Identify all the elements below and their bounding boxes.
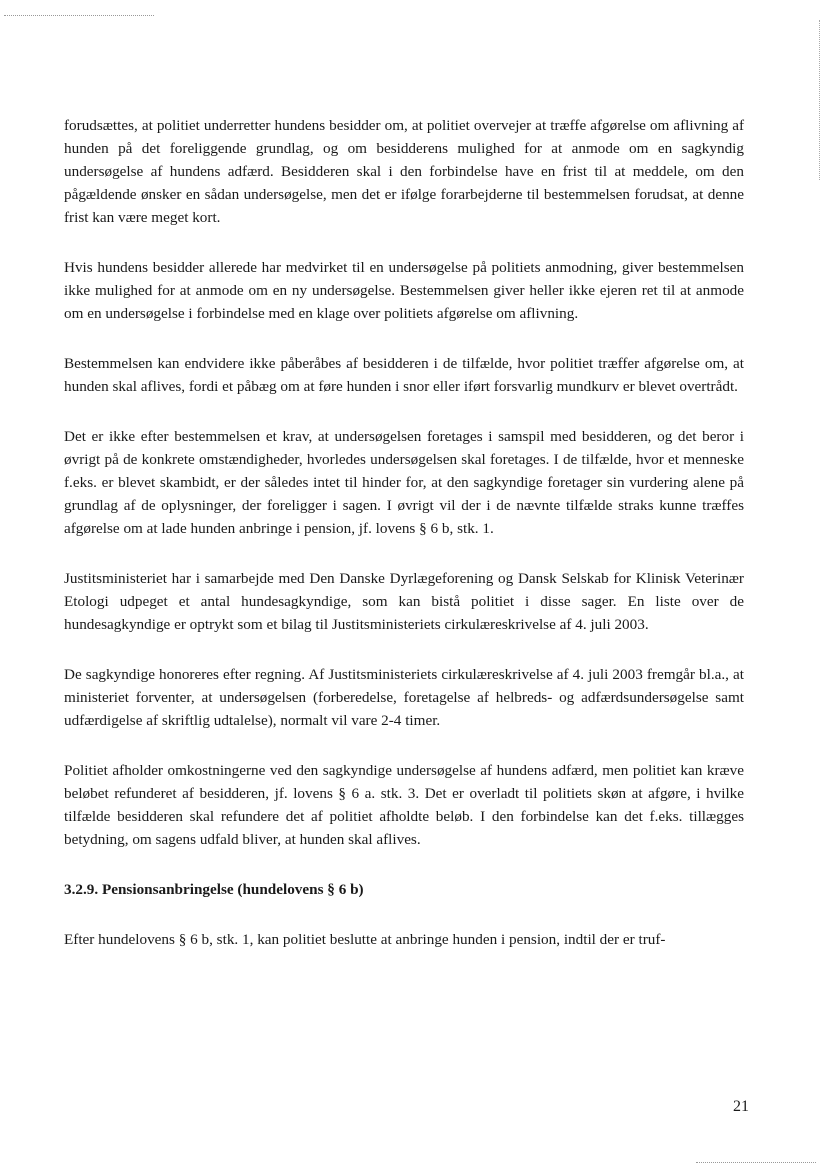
- paragraph-3: Bestemmelsen kan endvidere ikke påberåbes af besidderen i de tilfælde, hvor politiet træffer afgørelse om, at hunden skal aflives, fordi et påbæg om at føre hunden i snor eller iført forsvarlig mundkurv er blevet overtrådt.: [64, 355, 744, 395]
- document-body: [64, 114, 744, 951]
- section-heading: 3.2.9. Pensionsanbringelse (hundelovens § 6 b): [64, 881, 364, 898]
- page-number: 21: [733, 1098, 749, 1115]
- paragraph-1: forudsættes, at politiet underretter hundens besidder om, at politiet overvejer at træffe afgørelse om aflivning af hunden på det foreliggende grundlag, og om besidderens mulighed for at anmode om en sagkyndig undersøgelse af hundens adfærd. Besidderen skal i den forbindelse have en frist til at meddele, om den pågældende ønsker en sådan undersøgelse, men det er ifølge forarbejderne til bestemmelsen forudsat, at denne frist kan være meget kort.: [64, 117, 744, 226]
- scan-artifact-right: [819, 20, 820, 180]
- paragraph-continuation: Efter hundelovens § 6 b, stk. 1, kan politiet beslutte at anbringe hunden i pension, indtil der er truf-: [64, 931, 666, 948]
- paragraph-5: Justitsministeriet har i samarbejde med Den Danske Dyrlægeforening og Dansk Selskab for Klinisk Veterinær Etologi udpeget et antal hundesagkyndige, som kan bistå politiet i disse sager. En liste over de hundesagkyndige er optrykt som et bilag til Justitsministeriets cirkulæreskrivelse af 4. juli 2003.: [64, 570, 744, 633]
- scan-artifact-bottom: [696, 1162, 816, 1163]
- paragraph-7: Politiet afholder omkostningerne ved den sagkyndige undersøgelse af hundens adfærd, men politiet kan kræve beløbet refunderet af besidderen, jf. lovens § 6 a. stk. 3. Det er overladt til politiets skøn at afgøre, i hvilke tilfælde besidderen skal refundere det af politiet afholdte beløb. I den forbindelse kan det f.eks. tillægges betydning, om sagens udfald bliver, at hunden skal aflives.: [64, 762, 744, 848]
- scan-artifact-top: [4, 15, 154, 16]
- paragraph-2: Hvis hundens besidder allerede har medvirket til en undersøgelse på politiets anmodning, giver bestemmelsen ikke mulighed for at anmode om en ny undersøgelse. Bestemmelsen giver heller ikke ejeren ret til at anmode om en undersøgelse i forbindelse med en klage over politiets afgørelse om aflivning.: [64, 259, 744, 322]
- paragraph-6: De sagkyndige honoreres efter regning. Af Justitsministeriets cirkulæreskrivelse af 4. juli 2003 fremgår bl.a., at ministeriet forventer, at undersøgelsen (forberedelse, foretagelse af helbreds- og adfærdsundersøgelse samt udfærdigelse af skriftlig udtalelse), normalt vil vare 2-4 timer.: [64, 666, 744, 729]
- paragraph-4: Det er ikke efter bestemmelsen et krav, at undersøgelsen foretages i samspil med besidderen, og det beror i øvrigt på de konkrete omstændigheder, hvorledes undersøgelsen skal foretages. I de tilfælde, hvor et menneske f.eks. er blevet skambidt, er der således intet til hinder for, at den sagkyndige foretager sin vurdering alene på grundlag af de oplysninger, der foreligger i sagen. I øvrigt vil der i de nævnte tilfælde straks kunne træffes afgørelse om at lade hunden anbringe i pension, jf. lovens § 6 b, stk. 1.: [64, 428, 744, 537]
